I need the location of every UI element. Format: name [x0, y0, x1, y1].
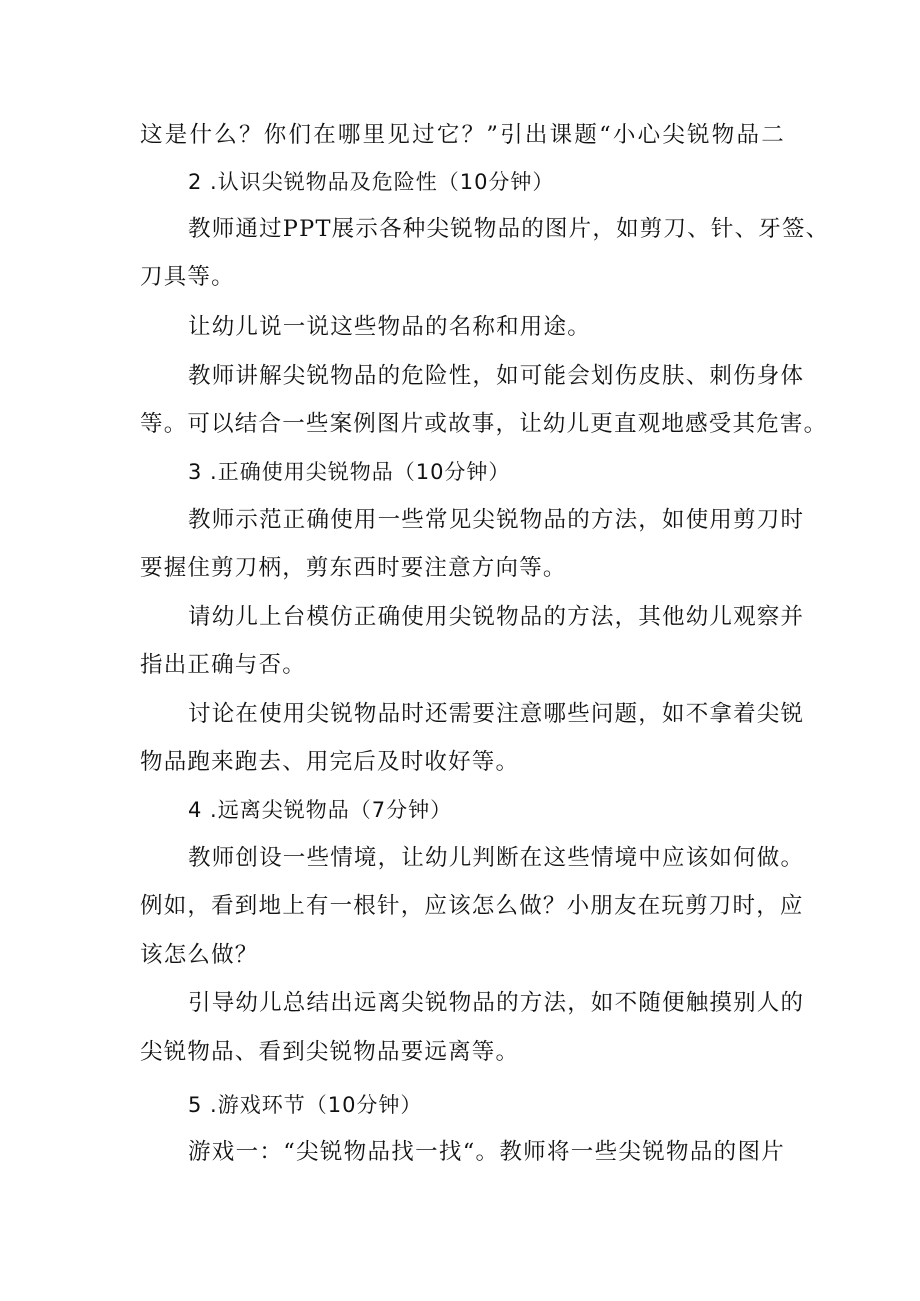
- paragraph-line: 教师通过PPT展示各种尖锐物品的图片，如剪刀、针、牙签、: [188, 216, 830, 242]
- paragraph-line: 这是什么？你们在哪里见过它？”引出课题“小心尖锐物品二: [140, 122, 785, 148]
- paragraph-line: 物品跑来跑去、用完后及时收好等。: [140, 749, 520, 775]
- paragraph-line: 尖锐物品、看到尖锐物品要远离等。: [140, 1039, 520, 1065]
- paragraph-line: 引导幼儿总结出远离尖锐物品的方法，如不随便触摸别人的: [188, 990, 805, 1016]
- paragraph-line: 教师讲解尖锐物品的危险性，如可能会划伤皮肤、刺伤身体: [188, 363, 805, 389]
- paragraph-line: 例如，看到地上有一根针，应该怎么做？小朋友在玩剪刀时，应: [140, 893, 804, 919]
- paragraph-line: 等。可以结合一些案例图片或故事，让幼儿更直观地感受其危害。: [140, 411, 828, 437]
- paragraph-line: 该怎么做？: [140, 942, 259, 968]
- section-heading-2: 2 .认识尖锐物品及危险性（10分钟）: [188, 170, 555, 194]
- paragraph-line: 请幼儿上台模仿正确使用尖锐物品的方法，其他幼儿观察并: [188, 604, 805, 630]
- paragraph-line: 刀具等。: [140, 264, 235, 290]
- section-heading-3: 3 .正确使用尖锐物品（10分钟）: [188, 460, 511, 484]
- section-heading-4: 4 .远离尖锐物品（7分钟）: [188, 798, 453, 822]
- paragraph-line: 要握住剪刀柄，剪东西时要注意方向等。: [140, 555, 567, 581]
- paragraph-line: 教师示范正确使用一些常见尖锐物品的方法，如使用剪刀时: [188, 507, 805, 533]
- paragraph-line: 指出正确与否。: [140, 652, 306, 678]
- section-heading-5: 5 .游戏环节（10分钟）: [188, 1093, 423, 1117]
- paragraph-line: 让幼儿说一说这些物品的名称和用途。: [188, 314, 591, 340]
- paragraph-line: 讨论在使用尖锐物品时还需要注意哪些问题，如不拿着尖锐: [188, 701, 805, 727]
- paragraph-line: 游戏一：“尖锐物品找一找“。教师将一些尖锐物品的图片: [188, 1139, 785, 1165]
- paragraph-line: 教师创设一些情境，让幼儿判断在这些情境中应该如何做。: [188, 845, 805, 871]
